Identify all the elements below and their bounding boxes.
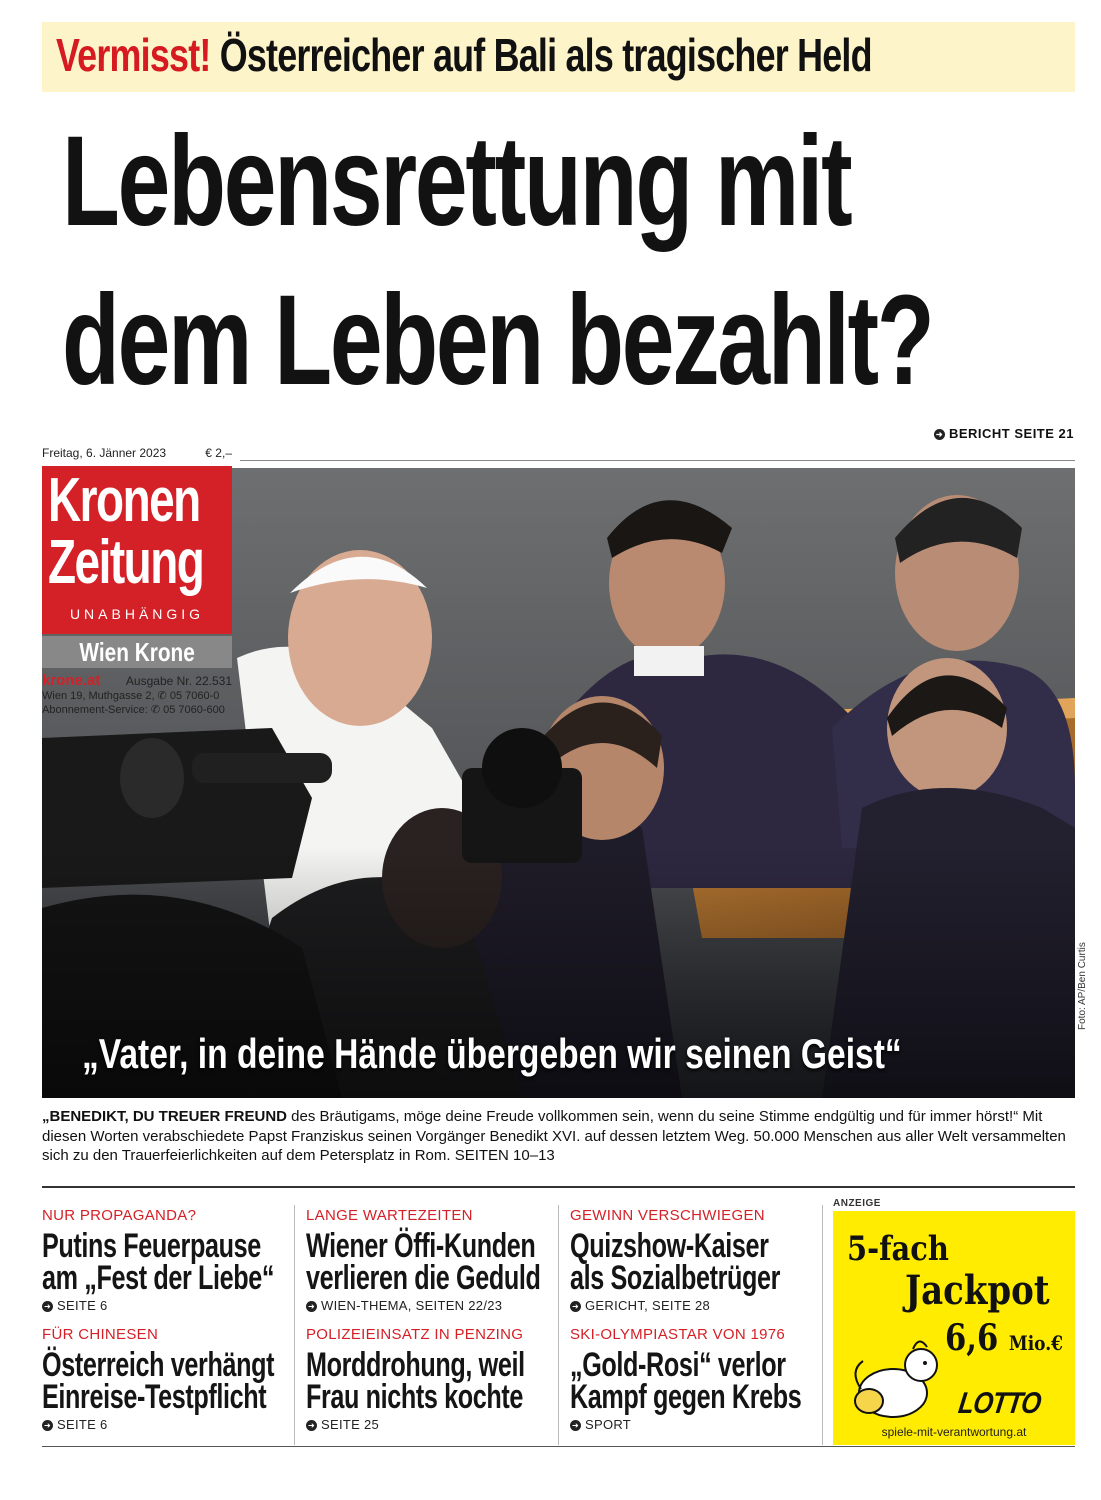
lead-story-page-ref: SEITEN 10–13 [454,1147,555,1164]
teaser-kicker: NUR PROPAGANDA? [42,1207,197,1224]
website-link[interactable]: krone.at [42,672,101,689]
ad-line-2: Jackpot [905,1267,1050,1314]
arrow-circle-icon: ➜ [307,1421,315,1430]
teaser-card[interactable] [570,1207,854,1313]
issue-date: Freitag, 6. Jänner 2023 [42,446,167,460]
teaser-page-ref-text: SPORT [585,1417,632,1432]
lotto-ad[interactable] [833,1211,1075,1445]
subscription-service: Abonnement-Service: ✆ 05 7060-600 [42,704,225,716]
top-teaser-headline: Österreicher auf Bali als tragischer Held [219,29,872,81]
masthead-tagline: UNABHÄNGIG [69,606,205,622]
masthead-logo[interactable] [42,466,232,634]
edition-label [42,636,232,668]
teaser-kicker: LANGE WARTEZEITEN [306,1207,473,1224]
bottom-rule [42,1446,1075,1447]
teaser-headline [42,1346,275,1416]
lead-story-body: des Bräutigams, möge deine Freude vollkommen sein, wenn du seine Stimme endgültig und für immer hörst!“ Mit diesen Worten verabschiedete Papst Franziskus seinen Vorgänger Benedikt XVI. auf dessen letztem Weg. 50.000 Menschen aus aller Welt versammelten sich zu den Trauerfeierlichkeiten auf dem Petersplatz in Rom. [42,1108,1066,1164]
teaser-headline [306,1227,541,1297]
section-divider [42,1186,1075,1188]
teaser-headline-line: Wiener Öffi-Kunden [306,1227,536,1265]
edition-label-text: Wien Krone [79,637,195,667]
teaser-card[interactable] [306,1326,602,1432]
teaser-kicker: FÜR CHINESEN [42,1326,159,1343]
teaser-kicker: SKI-OLYMPIASTAR VON 1976 [570,1326,786,1343]
teaser-headline-line: Frau nichts kochte [306,1378,524,1416]
ad-line-1: 5-fach [847,1229,949,1269]
ad-label: ANZEIGE [833,1198,881,1209]
teaser-headline-line: „Gold-Rosi“ verlor [570,1346,786,1384]
publisher-address: Wien 19, Muthgasse 2, ✆ 05 7060-0 [42,690,220,702]
teaser-headline [570,1227,781,1297]
arrow-circle-icon: ➜ [935,430,944,439]
issue-price: € 2,– [205,446,232,460]
main-headline-line-2[interactable]: dem Leben bezahlt? [62,269,933,412]
teaser-kicker: GEWINN VERSCHWIEGEN [570,1207,765,1224]
top-teaser-kicker: Vermisst! [56,29,211,81]
photo-caption: „Vater, in deine Hände übergeben wir seinen Geist“ [82,1030,902,1077]
teaser-headline-line: Österreich verhängt [42,1346,275,1384]
teaser-headline-line: Morddrohung, weil [306,1346,525,1384]
teaser-headline-line: Kampf gegen Krebs [570,1378,802,1416]
teaser-headline [570,1346,802,1416]
arrow-circle-icon: ➜ [571,1421,579,1430]
teaser-headline [306,1346,525,1416]
lead-story-text[interactable] [42,1107,1077,1166]
arrow-circle-icon: ➜ [43,1421,51,1430]
teaser-page-ref-text: GERICHT, SEITE 28 [585,1298,711,1313]
lead-story-kicker: „BENEDIKT, DU TREUER FREUND [42,1108,288,1125]
teaser-headline-line: Putins Feuerpause [42,1227,261,1265]
ad-amount-value: 6,6 [945,1317,999,1359]
masthead-info [42,672,232,689]
top-teaser-bar[interactable] [42,22,1075,92]
ad-footer-link[interactable]: spiele-mit-verantwortung.at [881,1425,1027,1439]
dateline [42,446,232,460]
teaser-page-ref [570,1298,854,1313]
teaser-headline [42,1227,275,1297]
lotto-mascot-icon [843,1331,953,1423]
teaser-page-ref-text: SEITE 6 [57,1298,108,1313]
teaser-headline-line: am „Fest der Liebe“ [42,1259,275,1297]
teaser-page-ref-text: WIEN-THEMA, SEITEN 22/23 [321,1298,503,1313]
main-headline-line-1[interactable]: Lebensrettung mit [62,110,851,253]
arrow-circle-icon: ➜ [43,1302,51,1311]
issue-number: Ausgabe Nr. 22.531 [125,674,232,688]
masthead-name-line-2: Zeitung [48,528,204,597]
teaser-headline-line: als Sozialbetrüger [570,1259,781,1297]
photo-credit: Foto: AP/Ben Curtis [1077,942,1088,1030]
ad-amount [945,1317,1063,1359]
lotto-logo: LOTTO [956,1387,1043,1420]
teaser-headline-line: verlieren die Geduld [306,1259,541,1297]
teaser-headline-line: Quizshow-Kaiser [570,1227,769,1265]
arrow-circle-icon: ➜ [307,1302,315,1311]
teaser-page-ref-text: SEITE 6 [57,1417,108,1432]
headline-page-ref-text: BERICHT SEITE 21 [948,426,1074,441]
teaser-page-ref [306,1417,602,1432]
teaser-page-ref-text: SEITE 25 [321,1417,380,1432]
ad-amount-unit: Mio.€ [1008,1331,1063,1355]
masthead-name-line-1: Kronen [48,466,200,535]
arrow-circle-icon: ➜ [571,1302,579,1311]
headline-page-ref[interactable] [934,426,1074,441]
dateline-divider [240,460,1075,461]
teaser-kicker: POLIZEIEINSATZ IN PENZING [306,1326,524,1343]
teaser-headline-line: Einreise-Testpflicht [42,1378,267,1416]
